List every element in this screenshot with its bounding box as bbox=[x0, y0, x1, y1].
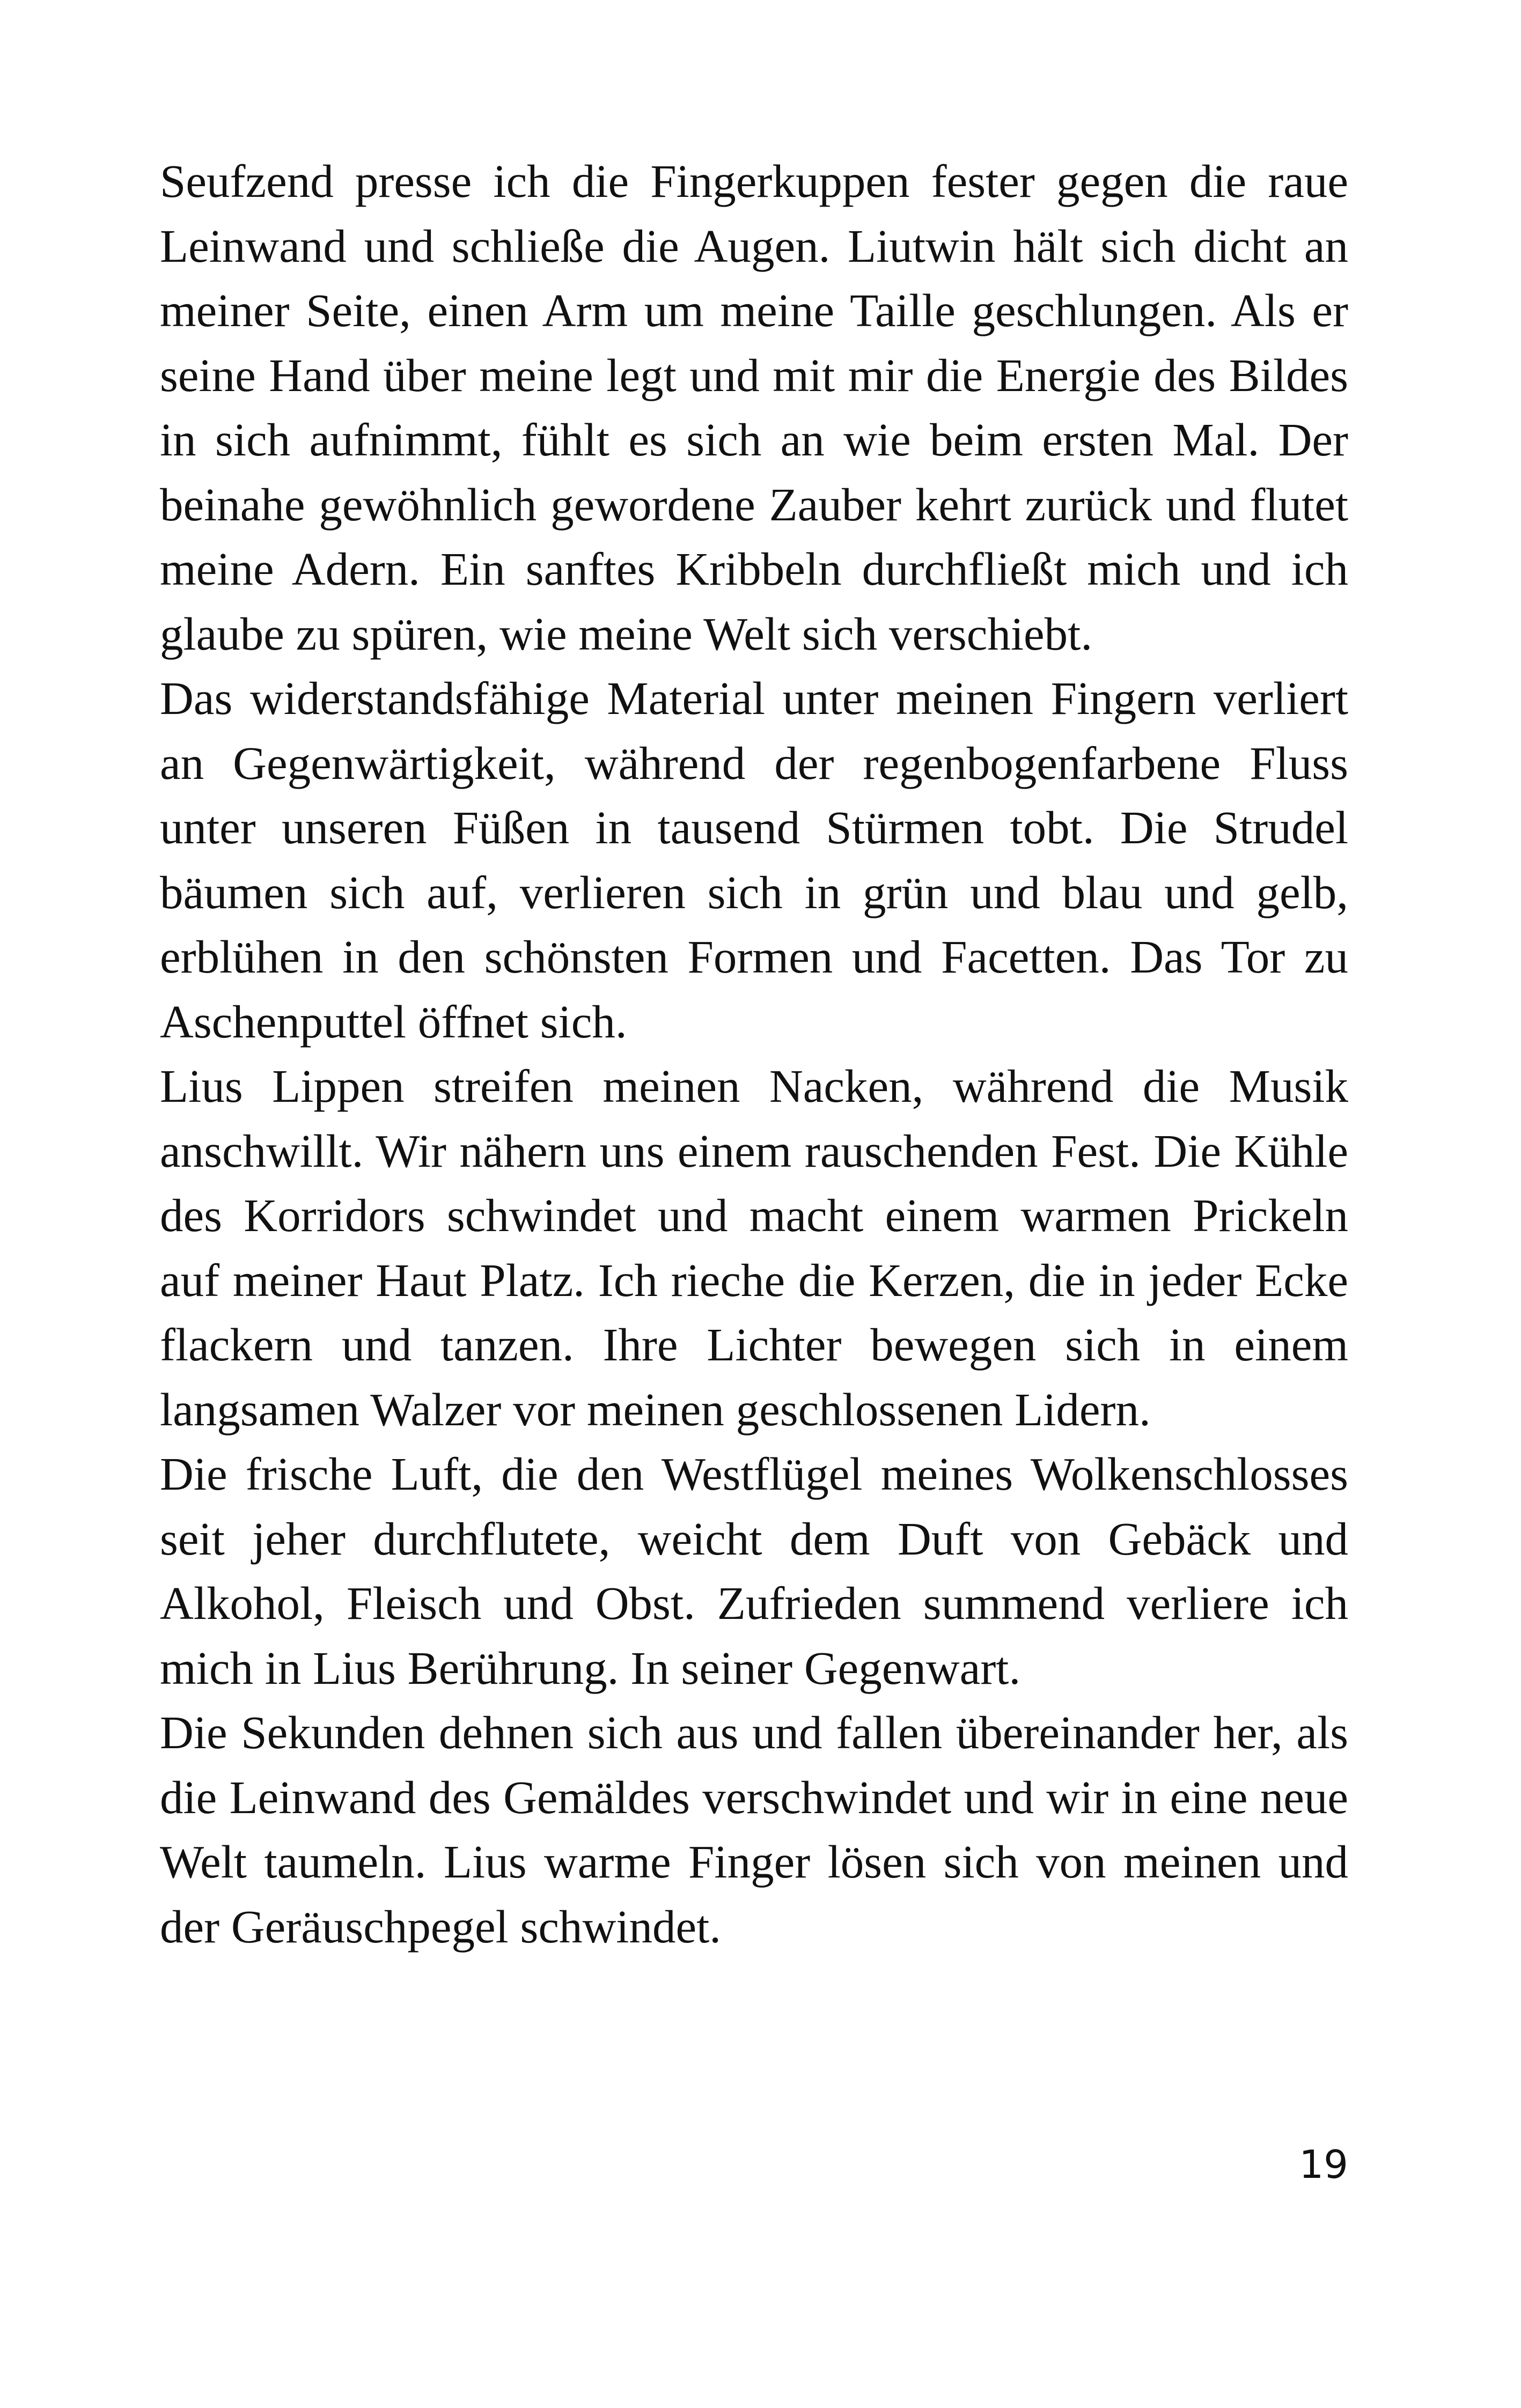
paragraph-4: Die frische Luft, die den Westflügel meines Wolkenschlosses seit jeher durchflutete, weicht dem Duft von Gebäck und Alkohol, Fleisch und Obst. Zufrieden summend verliere ich mich in Lius Berührung. In seiner Gegenwart. bbox=[160, 1448, 1348, 1694]
paragraph-2: Das widerstandsfähige Material unter meinen Fingern verliert an Gegenwärtigkeit, während der regenbogenfarbene Fluss unter unseren Füßen in tausend Stürmen tobt. Die Strudel bäumen sich auf, verlieren sich in grün und blau und gelb, erblühen in den schönsten Formen und Facetten. Das Tor zu Aschenputtel öffnet sich. bbox=[160, 672, 1348, 1048]
paragraph-3: Lius Lippen streifen meinen Nacken, während die Musik anschwillt. Wir nähern uns einem rauschenden Fest. Die Kühle des Korridors schwindet und macht einem warmen Prickeln auf meiner Haut Platz. Ich rieche die Kerzen, die in jeder Ecke flackern und tanzen. Ihre Lichter bewegen sich in einem langsamen Walzer vor meinen geschlossenen Lidern. bbox=[160, 1060, 1348, 1435]
body-text bbox=[160, 149, 1348, 1959]
page-number: 19 bbox=[1299, 2142, 1348, 2187]
paragraph-5: Die Sekunden dehnen sich aus und fallen übereinander her, als die Leinwand des Gemäldes verschwindet und wir in eine neue Welt taumeln. Lius warme Finger lösen sich von meinen und der Geräuschpegel schwindet. bbox=[160, 1706, 1348, 1953]
paragraph-1: Seufzend presse ich die Fingerkuppen fester gegen die raue Leinwand und schließe die Augen. Liutwin hält sich dicht an meiner Seite, einen Arm um meine Taille geschlungen. Als er seine Hand über meine legt und mit mir die Energie des Bildes in sich aufnimmt, fühlt es sich an wie beim ersten Mal. Der beinahe gewöhnlich gewordene Zauber kehrt zurück und flutet meine Adern. Ein sanftes Kribbeln durchfließt mich und ich glaube zu spüren, wie meine Welt sich verschiebt. bbox=[160, 155, 1348, 660]
